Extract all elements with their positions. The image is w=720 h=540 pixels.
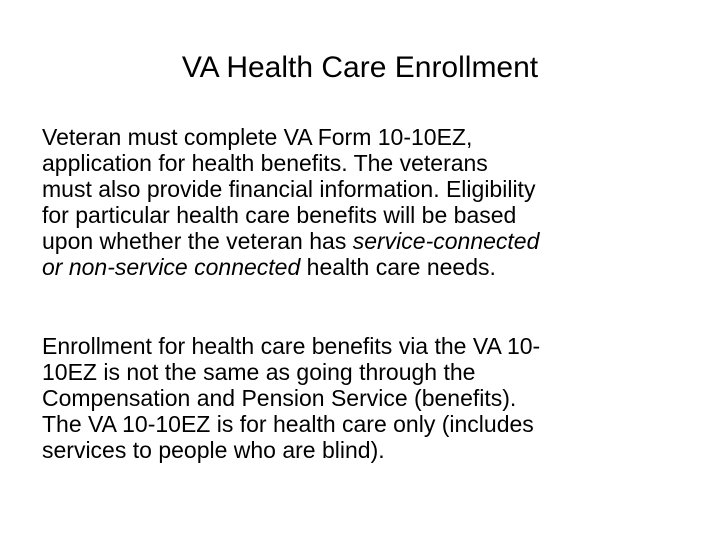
paragraph-line: Enrollment for health care benefits via the VA 10- — [42, 333, 541, 359]
slide-title: VA Health Care Enrollment — [181, 51, 539, 84]
paragraph-line: Compensation and Pension Service (benefits). — [42, 385, 517, 411]
paragraph-line: The VA 10-10EZ is for health care only (includes — [42, 411, 534, 437]
paragraph-line: 10EZ is not the same as going through the — [42, 359, 476, 385]
line-text: upon whether the veteran has — [42, 228, 353, 254]
body-paragraph-application — [42, 124, 714, 280]
italic-emphasis: service-connected — [352, 228, 540, 254]
paragraph-line — [42, 254, 714, 280]
italic-emphasis: or non-service connected — [42, 254, 301, 280]
paragraph-line: services to people who are blind). — [42, 437, 385, 463]
paragraph-line: application for health benefits. The veterans — [42, 150, 488, 176]
paragraph-line: Veteran must complete VA Form 10-10EZ, — [42, 124, 473, 150]
paragraph-line: for particular health care benefits will be based — [42, 202, 517, 228]
paragraph-line — [42, 228, 714, 254]
body-paragraph-enrollment — [42, 333, 714, 463]
paragraph-line: must also provide financial information. Eligibility — [42, 176, 536, 202]
line-text: health care needs. — [300, 254, 496, 280]
